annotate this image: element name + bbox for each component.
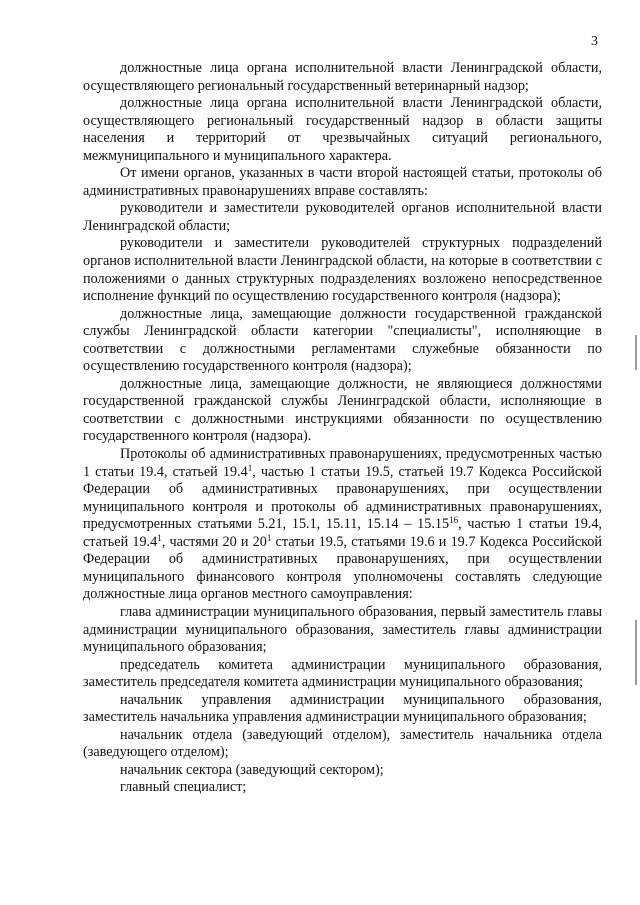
paragraph: должностные лица органа исполнительной власти Ленинградской области, осуществляющего региональный государственный надзор в области защиты населения и территорий от чрезвычайных ситуаций регионального, межмуниципального и муниципального характера.: [83, 95, 602, 164]
paragraph: главный специалист;: [120, 779, 247, 796]
paragraph: руководители и заместители руководителей органов исполнительной власти Ленинградской области;: [83, 200, 602, 234]
paragraph: От имени органов, указанных в части второй настоящей статьи, протоколы об административных правонарушениях вправе составлять:: [83, 165, 602, 199]
paragraph: глава администрации муниципального образования, первый заместитель главы администрации муниципального образования, заместитель главы администрации муниципального образования;: [83, 603, 602, 656]
paragraph: председатель комитета администрации муниципального образования, заместитель председателя комитета администрации муниципального образования;: [83, 656, 602, 691]
scan-edge-mark: [635, 620, 637, 685]
paragraph: начальник отдела (заведующий отделом), заместитель начальника отдела (заведующего отделом);: [83, 726, 602, 761]
paragraph: должностные лица, замещающие должности, не являющиеся должностями государственной гражданской службы Ленинградской области, исполняющие в соответствии с должностными инструкциями обязанности по осуществлению государственного контроля (надзора).: [83, 375, 602, 445]
paragraph: должностные лица органа исполнительной власти Ленинградской области, осуществляющего региональный государственный ветеринарный надзор;: [83, 60, 602, 94]
scan-edge-mark: [635, 335, 637, 370]
document-body: [83, 60, 602, 797]
paragraph: руководители и заместители руководителей структурных подразделений органов исполнительной власти Ленинградской области, на которые в соответствии с положениями о данных структурных подразделениях возложено непосредственное исполнение функций по осуществлению государственного контроля (надзора);: [83, 235, 602, 305]
paragraph: должностные лица, замещающие должности государственной гражданской службы Ленинградской области категории "специалисты", исполняющие в соответствии с должностными регламентами служебные обязанности по осуществлению государственного контроля (надзора);: [83, 305, 602, 375]
paragraph: начальник управления администрации муниципального образования, заместитель начальника управления администрации муниципального образования;: [83, 691, 602, 726]
paragraph: Протоколы об административных правонарушениях, предусмотренных частью 1 статьи 19.4, статьей 19.4$^1$, частью 1 статьи 19.5, статьей 19.7 Кодекса Российской Федерации об административных правонарушениях, при осуществлении муниципального контроля и протоколы об административных правонарушениях, предусмотренных статьями 5.21, 15.1, 15.11, 15.14 – 15.15$^{16}$, частью 1 статьи 19.4, статьей 19.4$^1$, частями 20 и $20^1$ статьи 19.5, статьями 19.6 и 19.7 Кодекса Российской Федерации об административных правонарушениях, при осуществлении муниципального финансового контроля уполномочены составлять следующие должностные лица органов местного самоуправления:: [83, 446, 602, 603]
paragraph: начальник сектора (заведующий сектором);: [120, 761, 384, 778]
page-number: 3: [591, 34, 598, 49]
